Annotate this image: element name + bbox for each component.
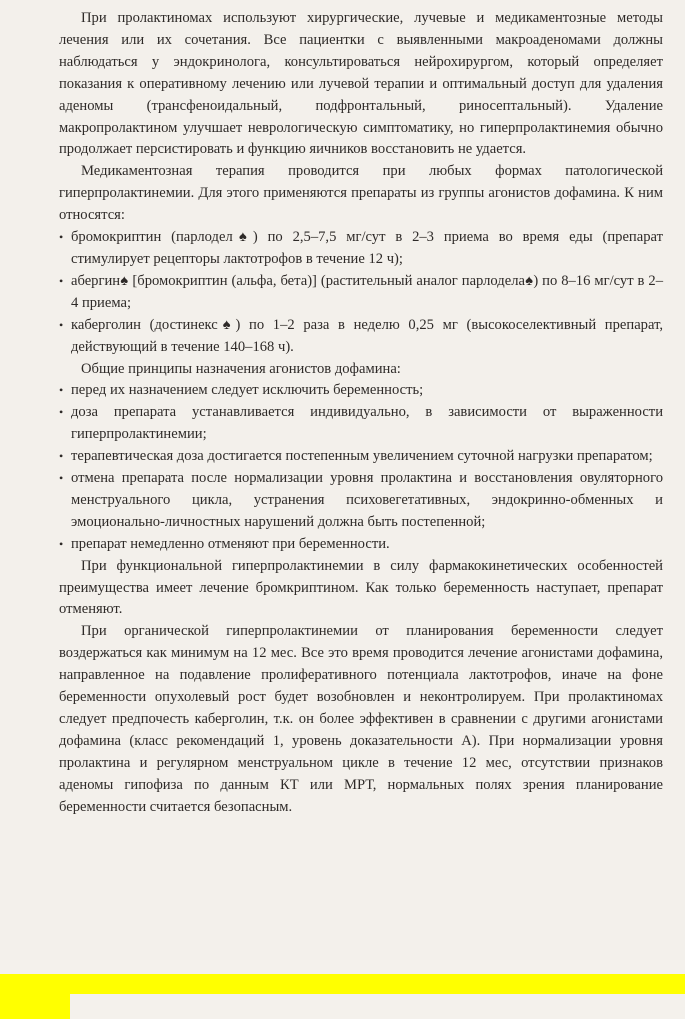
list-item xyxy=(59,446,663,468)
list-item xyxy=(59,468,663,534)
bullet-icon: • xyxy=(59,383,64,398)
list-item-text: перед их назначением следует исключить беременность; xyxy=(71,382,424,399)
list-item xyxy=(59,534,663,556)
bullet-icon: • xyxy=(59,449,64,464)
paragraph: Общие принципы назначения агонистов дофамина: xyxy=(81,360,401,377)
list-item xyxy=(59,402,663,446)
list-item-text: препарат немедленно отменяют при беременности. xyxy=(71,535,390,552)
list-item-text: отмена препарата после нормализации уровня пролактина и восстановления овуляторного менструального цикла, устранения психовегетативных, эндокринно-обменных и эмоционально-личностных нарушений должна быть постепенной; xyxy=(71,470,663,530)
list-item-text: абергин♠ [бромокриптин (альфа, бета)] (растительный аналог парлодела♠) по 8–16 мг/сут в 2–4 приема; xyxy=(71,272,663,311)
list-item xyxy=(59,315,663,359)
paragraph: При органической гиперпролактинемии от планирования беременности следует воздержаться как минимум на 12 мес. Все это время проводится лечение агонистами дофамина, направленное на подавление пролиферативного потенциала лактотрофов, иначе на фоне беременности опухолевый рост будет возобновлен и неконтролируем. При пролактиномах следует предпочесть каберголин, т.к. он более эффективен в сравнении с другими агонистами дофамина (класс рекомендаций 1, уровень доказательности А). При нормализации уровня пролактина и регулярном менструальном цикле в течение 12 мес, отсутствии признаков аденомы гипофиза по данным КТ или МРТ, нормальных полях зрения планирование беременности считается безопасным. xyxy=(59,623,663,815)
list-item-text: терапевтическая доза достигается постепенным увеличением суточной нагрузки препаратом; xyxy=(71,448,653,465)
bullet-icon: • xyxy=(59,230,64,245)
bullet-icon: • xyxy=(59,273,64,288)
bullet-list xyxy=(59,380,663,555)
bullet-icon: • xyxy=(59,471,64,486)
list-item xyxy=(59,227,663,271)
list-item-text: каберголин (достинекс♠) по 1–2 раза в неделю 0,25 мг (высокоселективный препарат, действующий в течение 140–168 ч). xyxy=(71,316,663,355)
bullet-icon: • xyxy=(59,536,64,551)
bullet-icon: • xyxy=(59,405,64,420)
list-item-text: бромокриптин (парлодел♠) по 2,5–7,5 мг/сут в 2–3 приема во время еды (препарат стимулирует рецепторы лактотрофов в течение 12 ч); xyxy=(71,229,663,267)
paragraph: При функциональной гиперпролактинемии в силу фармакокинетических особенностей преимущества имеет лечение бромкриптином. Как только беременность наступает, препарат отменяют. xyxy=(59,557,663,618)
paragraph: Медикаментозная терапия проводится при любых формах патологической гиперпролактинемии. Для этого применяются препараты из группы агонистов дофамина. К ним относятся: xyxy=(59,163,663,224)
paragraph: При пролактиномах используют хирургические, лучевые и медикаментозные методы лечения или их сочетания. Все пациентки с выявленными макроаденомами должны наблюдаться у эндокринолога, консультироваться нейрохирургом, который определяет показания к оперативному лечению или лучевой терапии и оптимальный доступ для удаления аденомы (трансфеноидальный, подфронтальный, риносептальный). Удаление макропролактином улучшает неврологическую симптоматику, но гиперпролактинемия обычно продолжает персистировать и функцию яичников восстановить не удается. xyxy=(59,10,663,158)
document-body xyxy=(59,8,663,819)
highlight-tab xyxy=(0,994,70,1019)
list-item xyxy=(59,271,663,315)
bullet-icon: • xyxy=(59,317,64,332)
list-item xyxy=(59,380,663,402)
bullet-list xyxy=(59,227,663,358)
highlight-band xyxy=(0,974,685,994)
list-item-text: доза препарата устанавливается индивидуально, в зависимости от выраженности гиперпролактинемии; xyxy=(71,404,663,443)
